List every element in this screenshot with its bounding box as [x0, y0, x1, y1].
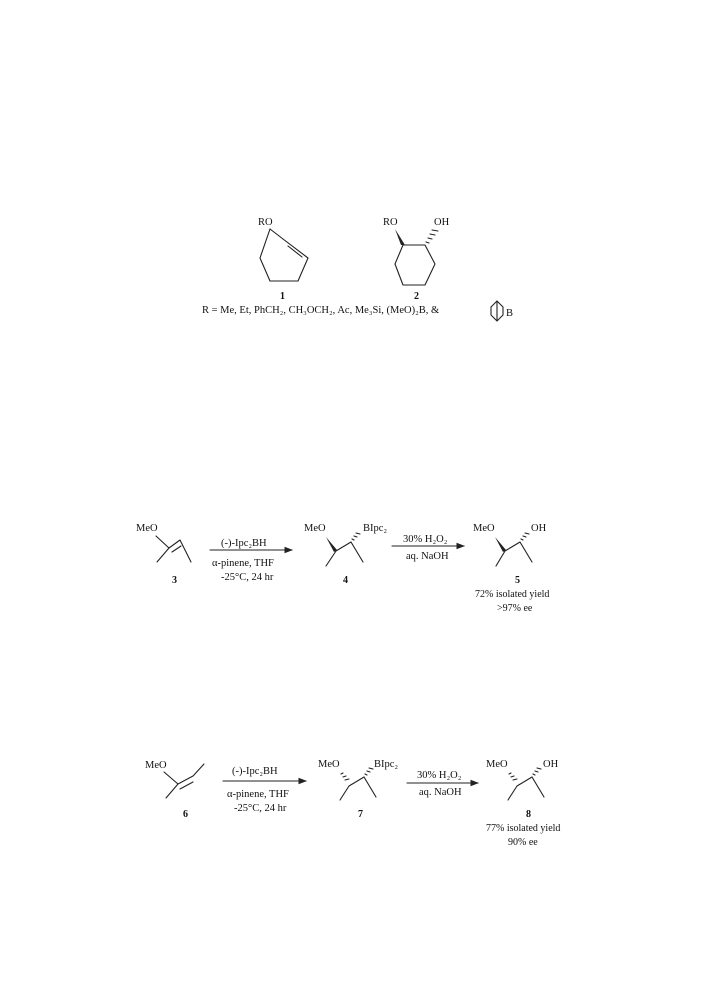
compound-2-number: 2 [414, 291, 419, 302]
compound-8-meo-label: MeO [486, 759, 508, 770]
compound-4 [304, 523, 387, 586]
compound-4-hash-bond [352, 533, 360, 540]
r-groups-line: R = Me, Et, PhCH₂, CH₃OCH₂, Ac, Me₃Si, (MeO)₂B, & [202, 305, 440, 316]
compound-8-ee: 90% ee [508, 837, 538, 848]
compound-6-meo-label: MeO [145, 760, 167, 771]
compound-8 [486, 759, 560, 848]
compound-8-oh-label: OH [543, 759, 559, 770]
compound-1-ro-label: RO [258, 217, 273, 228]
compound-4-meo-label: MeO [304, 523, 326, 534]
bicyclic-borane-icon [491, 301, 513, 321]
compound-4-bipc-label: BIpc₂ [363, 523, 388, 534]
step-3-reagent-3: -25°C, 24 hr [234, 803, 287, 814]
reaction-1 [136, 523, 549, 614]
compound-2-hash-bond [426, 230, 438, 243]
compound-8-hash-bond-right [533, 768, 541, 775]
compound-5-meo-label: MeO [473, 523, 495, 534]
compound-5 [473, 523, 549, 614]
compound-6-double-bond [180, 782, 193, 789]
compound-6 [145, 760, 204, 820]
step-4-reagent-2: aq. NaOH [419, 787, 462, 798]
step-4-reagent-1: 30% H₂O₂ [417, 770, 462, 781]
compound-7-hash-bond-left [341, 773, 349, 780]
compound-5-wedge-bond [495, 537, 506, 552]
step-2-reagent-1: 30% H₂O₂ [403, 534, 448, 545]
compound-7-number: 7 [358, 809, 363, 820]
reaction-2 [145, 759, 560, 848]
compound-3-number: 3 [172, 575, 177, 586]
step-3-arrow [223, 766, 306, 814]
compound-3-double-bond [172, 546, 181, 552]
compound-3-meo-label: MeO [136, 523, 158, 534]
compound-8-number: 8 [526, 809, 531, 820]
compound-2-oh-label: OH [434, 217, 450, 228]
compound-5-number: 5 [515, 575, 520, 586]
compound-7-meo-label: MeO [318, 759, 340, 770]
compound-2 [383, 217, 450, 302]
step-3-reagent-2: α-pinene, THF [227, 789, 289, 800]
step-3-reagent-1: (-)-Ipc₂BH [232, 766, 278, 777]
step-2-arrow [392, 534, 464, 562]
step-2-reagent-2: aq. NaOH [406, 551, 449, 562]
compound-2-ring [395, 245, 435, 285]
compound-6-number: 6 [183, 809, 188, 820]
compound-7-hash-bond-right [365, 768, 373, 775]
compound-3 [136, 523, 191, 586]
compound-4-number: 4 [343, 575, 348, 586]
compound-5-yield: 72% isolated yield [475, 589, 550, 600]
compound-1 [258, 217, 308, 302]
step-1-arrow [210, 538, 292, 583]
compound-2-ro-label: RO [383, 217, 398, 228]
compound-2-wedge-bond [395, 229, 405, 245]
compound-5-oh-label: OH [531, 523, 547, 534]
step-1-reagent-2: α-pinene, THF [212, 558, 274, 569]
step-1-reagent-3: -25°C, 24 hr [221, 572, 274, 583]
borane-symbol: B [506, 308, 514, 319]
step-1-reagent-1: (-)-Ipc₂BH [221, 538, 267, 549]
step-4-arrow [407, 770, 478, 798]
compound-1-ring [260, 229, 308, 281]
compound-5-ee: >97% ee [497, 603, 533, 614]
compound-4-wedge-bond [326, 537, 337, 552]
compound-3-skeleton [156, 536, 191, 562]
compound-7-bipc-label: BIpc₂ [374, 759, 399, 770]
compound-8-yield: 77% isolated yield [486, 823, 561, 834]
compound-7 [318, 759, 398, 820]
compound-5-hash-bond [521, 533, 529, 540]
compound-8-hash-bond-left [509, 773, 517, 780]
compound-1-number: 1 [280, 291, 285, 302]
compound-6-skeleton [164, 764, 204, 798]
